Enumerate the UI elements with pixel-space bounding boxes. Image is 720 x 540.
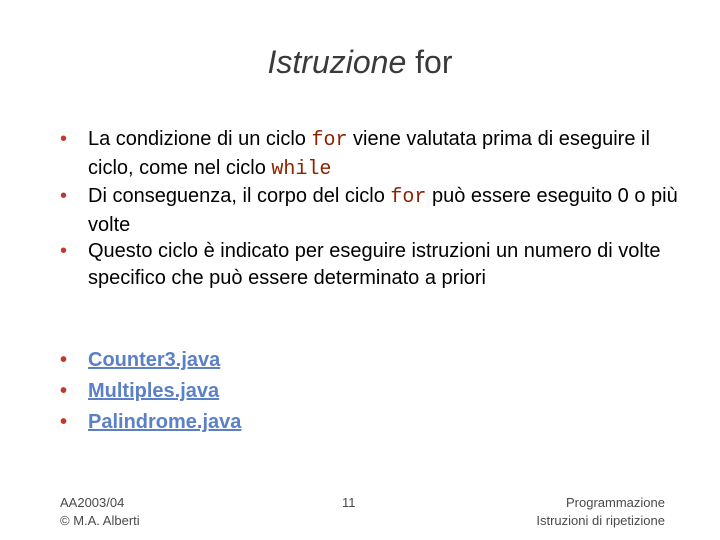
bullet-dot-icon: • bbox=[60, 349, 68, 371]
file-link[interactable]: Palindrome.java bbox=[88, 411, 242, 433]
link-item bbox=[60, 407, 241, 438]
footer-topic: Istruzioni di ripetizione bbox=[536, 513, 665, 528]
bullet-text: La condizione di un ciclo bbox=[88, 128, 312, 150]
bullet-list bbox=[60, 126, 680, 291]
footer-academic-year: AA2003/04 bbox=[60, 495, 125, 510]
link-item bbox=[60, 345, 241, 376]
page-number: 11 bbox=[342, 495, 356, 510]
bullet-dot-icon: • bbox=[60, 240, 68, 262]
code-keyword: for bbox=[311, 129, 348, 152]
bullet-text: Questo ciclo è indicato per eseguire istruzioni un numero di volte specifico che può essere determinato a priori bbox=[88, 240, 661, 289]
code-keyword: while bbox=[271, 157, 332, 181]
file-link[interactable]: Counter3.java bbox=[88, 349, 221, 371]
code-keyword: for bbox=[390, 186, 427, 209]
example-file-links bbox=[60, 345, 241, 438]
bullet-text: viene valutata prima di eseguire il ciclo, come nel ciclo bbox=[88, 128, 650, 179]
bullet-text: Di conseguenza, il corpo del ciclo bbox=[88, 185, 391, 207]
bullet-item bbox=[60, 183, 680, 238]
link-item bbox=[60, 376, 241, 407]
slide-title-rest: for bbox=[415, 44, 453, 80]
bullet-dot-icon: • bbox=[60, 411, 68, 433]
slide-title-italic: Istruzione bbox=[267, 44, 407, 80]
bullet-text: può essere eseguito 0 o più volte bbox=[88, 185, 678, 236]
file-link[interactable]: Multiples.java bbox=[88, 380, 220, 402]
bullet-dot-icon: • bbox=[60, 380, 68, 402]
bullet-dot-icon: • bbox=[60, 185, 68, 207]
slide-title bbox=[0, 44, 720, 81]
bullet-dot-icon: • bbox=[60, 128, 68, 150]
bullet-item bbox=[60, 238, 680, 291]
footer-course: Programmazione bbox=[566, 495, 665, 510]
footer-author: © M.A. Alberti bbox=[60, 513, 140, 528]
bullet-item bbox=[60, 126, 680, 183]
footer-left bbox=[60, 494, 140, 530]
footer-right bbox=[536, 494, 665, 530]
